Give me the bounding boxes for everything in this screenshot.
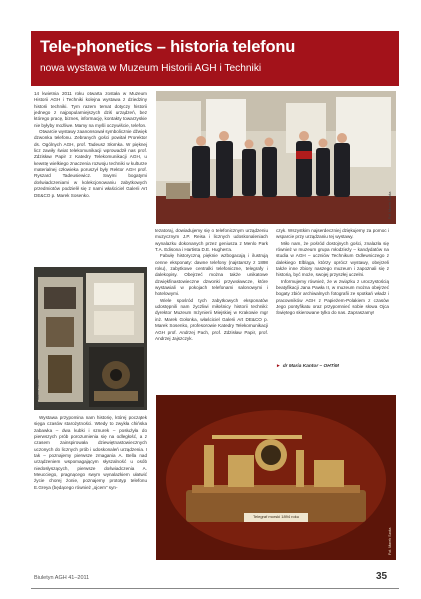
article-column-1	[34, 91, 147, 261]
photo-credit: Fot. Marek Szota	[36, 379, 40, 407]
article-title: Tele-phonetics – historia telefonu	[40, 38, 296, 56]
page-number: 35	[376, 571, 388, 582]
paragraph: tezatoraj, dowiadujemy się o telefonicznym urządzeniu muzycznym J.P. Reisa i licznych udoskonaleniach wynalazku dokonanych przez geniusza z Menlo Park T.A. Edisona i Hartista D.E. Hughes'a.	[155, 228, 268, 253]
exhibition-opening-illustration	[156, 91, 396, 224]
article-column-1-continued	[34, 415, 147, 563]
article-header	[31, 31, 399, 86]
paragraph: Wystawa przypomina nam historię, której początek sięga czasów starożytności. Wtedy to zwykła chińska zabawka – dwa kubki i sznurek – posłużyła do pierwszych prób porozumienia się na odległość, a z czasem zainspirowała dziewiętnastowiecznych uczonych do licznych prób i udoskonaleń urządzenia. I tak – poznajemy pierwsze zmagania A. Bella nad urządzeniem wspomagającym słyszalność u osób niedosłyszących, pierwsze doświadczenia A. Meucciego, pragnącego swym wynalazkiem ułatwić życie chorej żonie, poznajemy prototyp telefonu E.Greya (będącego również „ojcem” syn-	[34, 415, 147, 490]
exhibition-opening-photo	[156, 91, 396, 224]
photo-credit: Fot. Marek Szota	[388, 191, 392, 219]
arrow-icon: ►	[276, 364, 281, 369]
publication-name: Biuletyn AGH 41–2011	[34, 575, 90, 581]
telegraph-illustration	[156, 395, 396, 560]
paragraph: Fabułę historyczną pięknie wzbogacają i ilustrują cenne eksponaty: dawne telefony (najstarszy z 1898 roku), zabytkowe centralki telefoniczne, telegrafy i dalekopisy. Obejrzeć można także unikatowe dzwiękfinastowieczne dzwonki przywoławcze, które wystawiali w pokojach telefonami salonowymi i hotelowymi.	[155, 253, 268, 297]
article-column-2	[155, 228, 268, 388]
footer-divider	[31, 588, 399, 589]
exhibit-telephones-photo	[34, 267, 147, 410]
paragraph: 14 kwietnia 2011 roku otwarta została w Muzeum Historii AGH i Techniki kolejna wystawa z dziedziny historii techniki. Tym razem temat dotyczy historii jednego z najpopularniejszych dziś urządzeń, bez którego pracę, biznes, informację, kontakty towarzyskie nie byłyby możliwe. Mamy na myśli oczywiście, telefon.	[34, 91, 147, 128]
exhibit-label: Telegraf morski 1894 roku	[252, 514, 300, 519]
exhibit-telephones-illustration	[34, 267, 147, 410]
paragraph: Informujemy również, że w związku z uroczystością beatyfikacji Jana Pawła II, w muzeum można obejrzeć bogaty zbiór archiwalnych fotografii ze spotkań władz i pracowników AGH z Papieżem-Polakiem z czasów Jego pontyfikatu oraz przypomnieć sobie słowa Ojca Świętego skierowane tylko do nas. Zapraszamy!	[276, 278, 389, 316]
paragraph: czyk. Wszystkim najserdeczniej dziękujemy za pomoc i wsparcie przy urządzaniu tej wystawy.	[276, 228, 389, 240]
author-credit-text: dr Maria Kantor – OHTiM	[282, 364, 339, 369]
article-subtitle: nowa wystawa w Muzeum Historii AGH i Techniki	[40, 63, 262, 74]
paragraph: Miło nam, że pośród dostojnych gości, znalazła się również w muzeum grupa młodzieży – kandydatów na studia w AGH – uczniów Technikum Odlewniczego z dalekiego Elbląga, którzy oprócz wystawy, obejrzeli także inne zbiory naszego muzeum i zapoznali się z historią, być może, swojej przyszłej uczelni.	[276, 240, 389, 278]
paragraph: Otwarcie wystawy zaanonsował symbolicznie dźwięk dzwonka telefonu. Zebranych gości powitał Prorektor ds. Ogólnych AGH, prof. Tadeusz Słomka. W pięknej licz zawiły świat telekomunikacji wprowadził nas prof. Zdzisław Papir z Katedry Telekomunikacji AGH, u kewstę wielkiego znaczenia rozwoju techniki w kulturze materialnej człowieka poruszył były Rektor AGH prof. Ryszard Tadeusiewicz. Swymi bogatymi doświadczeniami w kolekcjonowaniu zabytkowych przedmiotów podzielił się z nami właściciel Galerii Art DE&CO p. Marek Sosenko.	[34, 129, 147, 198]
photo-credit: Fot. Marek Szota	[388, 527, 392, 555]
paragraph: Wiele spośród tych zabytkowych eksponatów udostępnili nam życzliwi miłośnicy historii techniki: dyrektor Muzeum Inżynierii Miejskiej w Krakowie mgr inż. Marek Gołonka, właściciel Galerii Art DE&CO p. Marek Sosenko, profesorowie Katedry Telekomunikacji AGH prof. Andrzej Pach, prof. Zdzisław Papir, prof. Andrzej Jajszczyk.	[155, 297, 268, 341]
telegraph-photo	[156, 395, 396, 560]
author-credit	[276, 364, 339, 369]
